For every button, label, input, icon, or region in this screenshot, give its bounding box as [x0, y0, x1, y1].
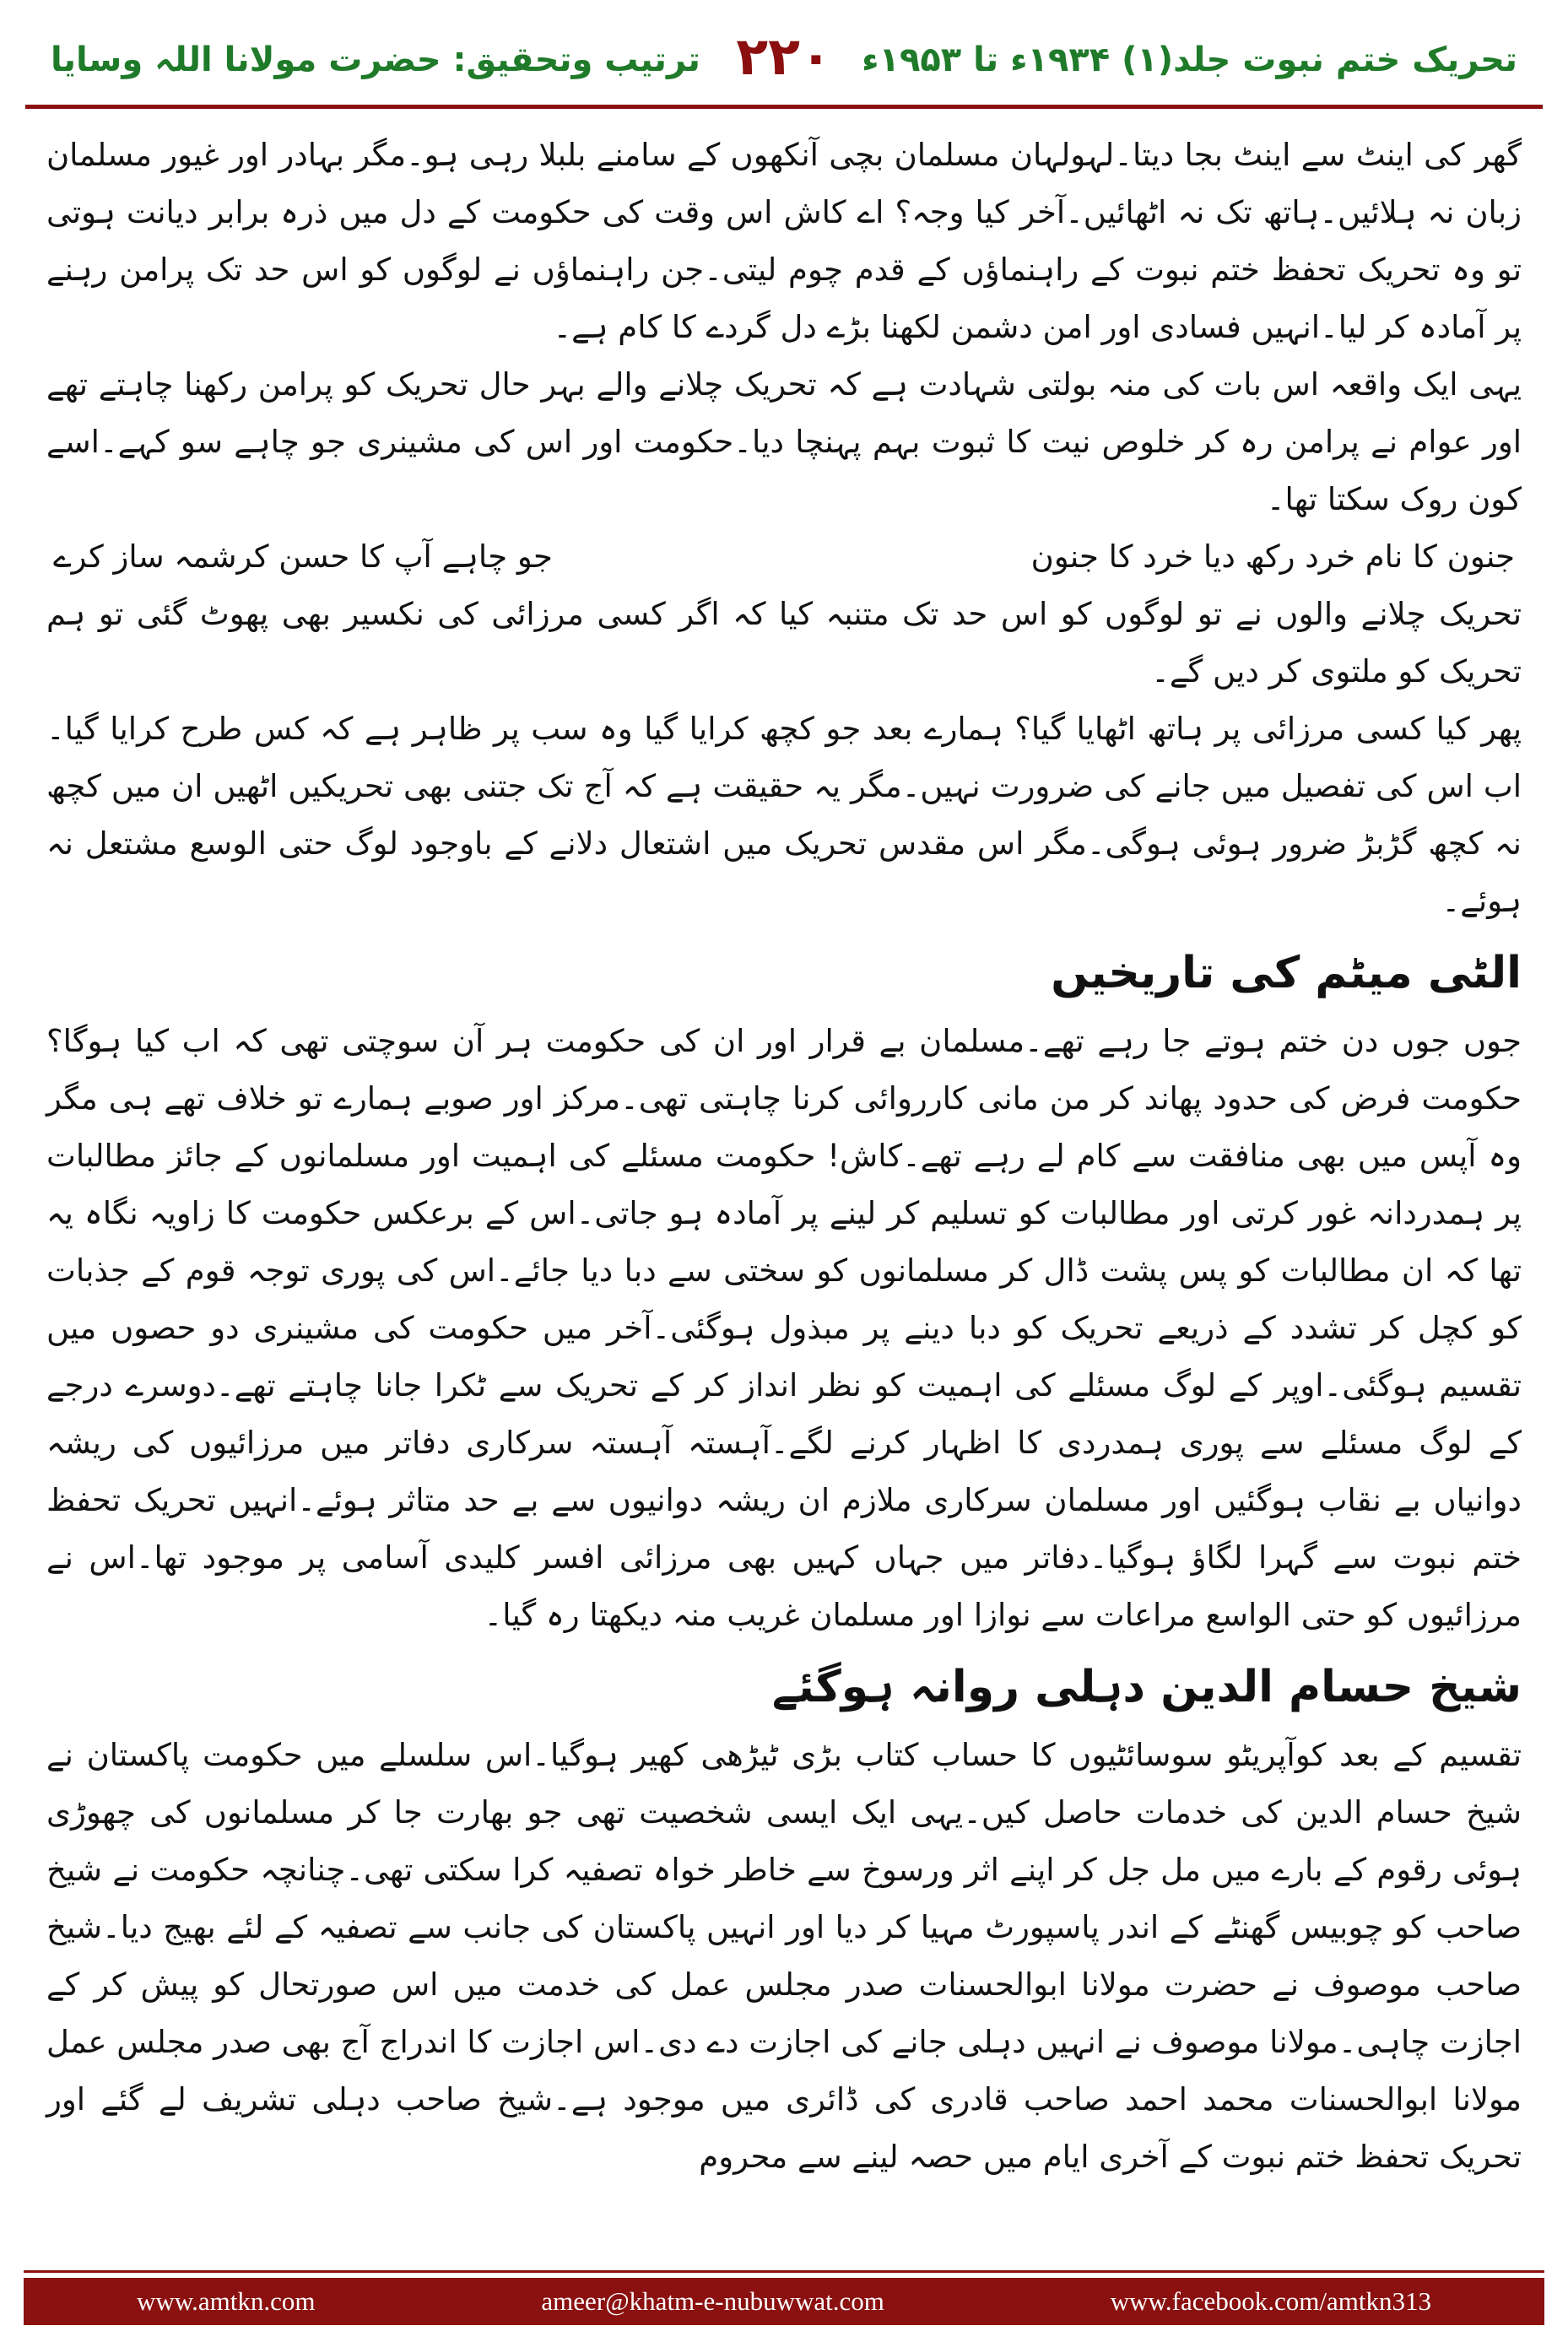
paragraph: پھر کیا کسی مرزائی پر ہاتھ اٹھایا گیا؟ ہمارے بعد جو کچھ کرایا گیا وہ سب پر ظاہر ہے کہ کس طرح کرایا گیا۔اب اس کی تفصیل میں جانے کی ضرورت نہیں۔مگر یہ حقیقت ہے کہ آج تک جتنی بھی تحریکیں اٹھیں ان میں کچھ نہ کچھ گڑبڑ ضرور ہوئی ہوگی۔مگر اس مقدس تحریک میں اشتعال دلانے کے باوجود لوگ حتی الوسع مشتعل نہ ہوئے۔: [46, 711, 1522, 919]
footer-divider: [24, 2270, 1544, 2273]
section-heading-ultimatum: الٹی میٹم کی تاریخیں: [1051, 948, 1522, 998]
header-divider: [25, 105, 1543, 109]
paragraph: یہی ایک واقعہ اس بات کی منہ بولتی شہادت ہے کہ تحریک چلانے والے بہر حال تحریک کو پرامن رکھنا چاہتے تھے اور عوام نے پرامن رہ کر خلوص نیت کا ثبوت بہم پہنچا دیا۔حکومت اور اس کی مشینری جو چاہے سو کہے۔اسے کون روک سکتا تھا۔: [46, 366, 1522, 517]
book-title: تحریک ختم نبوت جلد(۱) ۱۹۳۴ء تا ۱۹۵۳ء: [862, 41, 1517, 79]
website-link[interactable]: www.amtkn.com: [136, 2286, 316, 2316]
paragraph: گھر کی اینٹ سے اینٹ بجا دیتا۔لہولہان مسلمان بچی آنکھوں کے سامنے بلبلا رہی ہو۔مگر بہادر اور غیور مسلمان زبان نہ ہلائیں۔ہاتھ تک نہ اٹھائیں۔آخر کیا وجہ؟ اے کاش اس وقت کی حکومت کے دل میں ذرہ برابر دیانت ہوتی تو وہ تحریک تحفظ ختم نبوت کے راہنماؤں کے قدم چوم لیتی۔جن راہنماؤں نے لوگوں کو اس حد تک پرامن رہنے پر آمادہ کر لیا۔انہیں فسادی اور امن دشمن لکھنا بڑے دل گردے کا کام ہے۔: [46, 137, 1522, 345]
email-link[interactable]: ameer@khatm-e-nubuwwat.com: [541, 2286, 884, 2316]
paragraph: تقسیم کے بعد کوآپریٹو سوسائٹیوں کا حساب کتاب بڑی ٹیڑھی کھیر ہوگیا۔اس سلسلے میں حکومت پاکستان نے شیخ حسام الدین کی خدمات حاصل کیں۔یہی ایک ایسی شخصیت تھی جو بھارت جا کر مسلمانوں کی چھوڑی ہوئی رقوم کے بارے میں مل جل کر اپنے اثر ورسوخ سے خاطر خواہ تصفیہ کرا سکتی تھی۔چنانچہ حکومت نے شیخ صاحب کو چوبیس گھنٹے کے اندر پاسپورٹ مہیا کر دیا اور انہیں پاکستان کی جانب سے تصفیہ کے لئے بھیج دیا۔شیخ صاحب موصوف نے حضرت مولانا ابوالحسنات صدر مجلس عمل کی خدمت میں اس صورتحال کو پیش کر کے اجازت چاہی۔مولانا موصوف نے انہیں دہلی جانے کی اجازت دے دی۔اس اجازت کا اندراج آج بھی صدر مجلس عمل مولانا ابوالحسنات محمد احمد صاحب قادری کی ڈائری میں موجود ہے۔شیخ صاحب دہلی تشریف لے گئے اور تحریک تحفظ ختم نبوت کے آخری ایام میں حصہ لینے سے محروم: [46, 1737, 1522, 2175]
paragraph: تحریک چلانے والوں نے تو لوگوں کو اس حد تک متنبہ کیا کہ اگر کسی مرزائی کی نکسیر بھی پھوٹ گئی تو ہم تحریک کو ملتوی کر دیں گے۔: [46, 596, 1522, 690]
section-heading-sheikh: شیخ حسام الدین دہلی روانہ ہوگئے: [771, 1662, 1522, 1712]
page-footer: [24, 2278, 1544, 2325]
compiler-credit: ترتیب وتحقیق: حضرت مولانا اللہ وسایا: [51, 41, 700, 79]
page-body: [46, 127, 1522, 2186]
facebook-link[interactable]: www.facebook.com/amtkn313: [1110, 2286, 1432, 2316]
page-header: [51, 25, 1517, 101]
verse-line-left: جو چاہے آپ کا حسن کرشمہ ساز کرے: [53, 538, 553, 575]
paragraph: جوں جوں دن ختم ہوتے جا رہے تھے۔مسلمان بے قرار اور ان کی حکومت ہر آن سوچتی تھی کہ اب کیا ہوگا؟ حکومت فرض کی حدود پھاند کر من مانی کارروائی کرنا چاہتی تھی۔مرکز اور صوبے ہمارے تو خلاف تھے ہی مگر وہ آپس میں بھی منافقت سے کام لے رہے تھے۔کاش! حکومت مسئلے کی اہمیت اور مسلمانوں کے جائز مطالبات پر ہمدردانہ غور کرتی اور مطالبات کو تسلیم کر لینے پر آمادہ ہو جاتی۔اس کے برعکس حکومت کا زاویہ نگاہ یہ تھا کہ ان مطالبات کو پس پشت ڈال کر مسلمانوں کو سختی سے دبا دیا جائے۔اس کی پوری توجہ قوم کے جذبات کو کچل کر تشدد کے ذریعے تحریک کو دبا دینے پر مبذول ہوگئی۔آخر میں حکومت کی مشینری دو حصوں میں تقسیم ہوگئی۔اوپر کے لوگ مسئلے کی اہمیت کو نظر انداز کر کے تحریک سے ٹکرا جانا چاہتے تھے۔دوسرے درجے کے لوگ مسئلے سے پوری ہمدردی کا اظہار کرنے لگے۔آہستہ آہستہ سرکاری دفاتر میں مرزائیوں کی ریشہ دوانیاں بے نقاب ہوگئیں اور مسلمان سرکاری ملازم ان ریشہ دوانیوں سے بے حد متاثر ہوئے۔انہیں تحریک تحفظ ختم نبوت سے گہرا لگاؤ ہوگیا۔دفاتر میں جہاں کہیں بھی مرزائی افسر کلیدی آسامی پر موجود تھا۔اس نے مرزائیوں کو حتی الواسع مراعات سے نوازا اور مسلمان غریب منہ دیکھتا رہ گیا۔: [46, 1023, 1522, 1633]
verse-line-right: جنون کا نام خرد رکھ دیا خرد کا جنون: [1030, 538, 1515, 575]
page-number: ۲۲۰: [736, 25, 832, 87]
poetry-verse: [46, 528, 1522, 586]
